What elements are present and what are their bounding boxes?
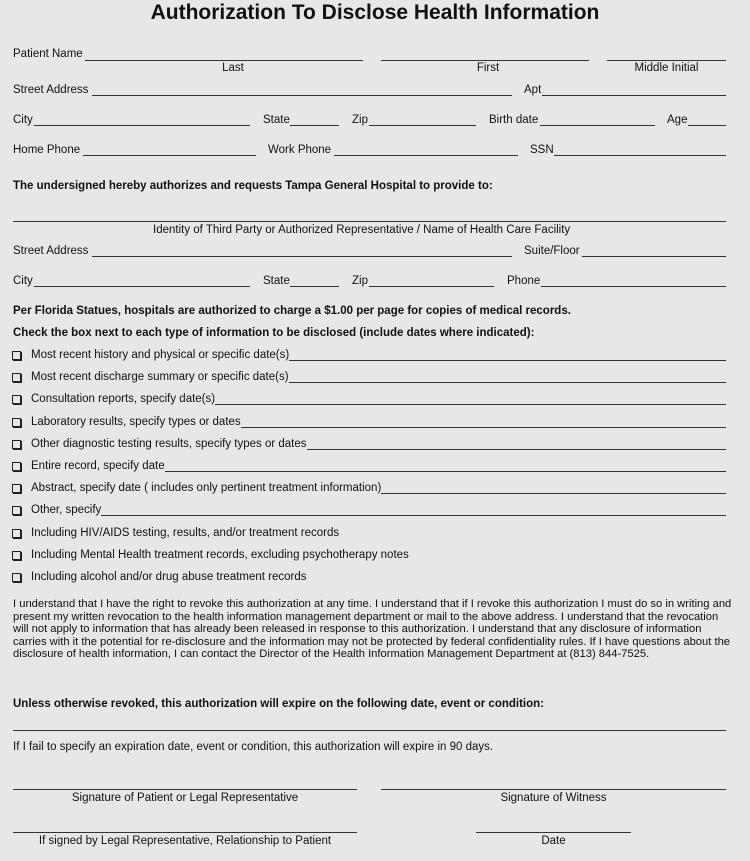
checkbox[interactable] (12, 529, 21, 538)
witness-signature-caption: Signature of Witness (500, 792, 607, 804)
last-caption: Last (222, 62, 244, 74)
info-type-label: Including HIV/AIDS testing, results, and/or treatment records (31, 527, 340, 539)
work-phone-field[interactable] (334, 155, 518, 156)
form-title: Authorization To Disclose Health Information (150, 1, 600, 24)
checkbox[interactable] (12, 395, 21, 404)
first-caption: First (476, 62, 500, 74)
info-type-label: Other, specify (31, 504, 102, 516)
witness-signature-field[interactable] (381, 789, 726, 790)
city-label: City (13, 114, 33, 126)
age-field[interactable] (688, 125, 726, 126)
recipient-city-field[interactable] (34, 286, 250, 287)
street-address-label: Street Address (13, 84, 89, 96)
info-type-label: Entire record, specify date (31, 460, 165, 472)
recipient-street-label: Street Address (13, 245, 89, 257)
info-type-label: Laboratory results, specify types or dates (31, 416, 241, 428)
info-type-detail-field[interactable] (165, 471, 726, 472)
patient-signature-field[interactable] (13, 789, 357, 790)
info-type-label: Most recent history and physical or specific date(s) (31, 349, 290, 361)
checkbox[interactable] (12, 506, 21, 515)
recipient-city-label: City (13, 275, 33, 287)
date-caption: Date (541, 835, 566, 847)
recipient-phone-label: Phone (507, 275, 541, 287)
charge-notice: Per Florida Statues, hospitals are authorized to charge a $1.00 per page for copies of medical records. (13, 305, 571, 317)
city-field[interactable] (34, 125, 250, 126)
authorization-statement: The undersigned hereby authorizes and requests Tampa General Hospital to provide to: (13, 180, 493, 192)
relationship-field[interactable] (13, 832, 357, 833)
revocation-paragraph: I understand that I have the right to revoke this authorization at any time. I understand that if I revoke this authorization I must do so in writing and present my written revocation to the health information management department or mail to the above address. I understand that the revocation will not apply to information that has already been released in response to this authorization. I understand that any disclosure of information carries with it the potential for re-disclosure and the information may not be protected by federal confidentiality rules. If I have questions about the disclosure of health information, I can contact the Director of the Health Information Management Department at (813) 844-7525. (13, 598, 732, 660)
apt-field[interactable] (542, 95, 726, 96)
info-type-detail-field[interactable] (241, 427, 726, 428)
checkbox[interactable] (12, 351, 21, 360)
zip-label: Zip (352, 114, 368, 126)
home-phone-label: Home Phone (13, 144, 81, 156)
date-field[interactable] (476, 832, 631, 833)
age-label: Age (667, 114, 688, 126)
info-type-detail-field[interactable] (381, 493, 726, 494)
recipient-zip-field[interactable] (369, 286, 494, 287)
apt-label: Apt (524, 84, 542, 96)
zip-field[interactable] (369, 125, 476, 126)
info-type-label: Including alcohol and/or drug abuse treatment records (31, 571, 307, 583)
checkbox[interactable] (12, 462, 21, 471)
info-type-label: Other diagnostic testing results, specify types or dates (31, 438, 307, 450)
checkbox[interactable] (12, 551, 21, 560)
birth-date-label: Birth date (489, 114, 539, 126)
info-type-label: Consultation reports, specify date(s) (31, 393, 216, 405)
expiration-default-note: If I fail to specify an expiration date, event or condition, this authorization will expire in 90 days. (13, 741, 494, 753)
home-phone-field[interactable] (83, 155, 256, 156)
relationship-caption: If signed by Legal Representative, Relationship to Patient (38, 835, 332, 847)
info-type-detail-field[interactable] (289, 360, 726, 361)
checkbox[interactable] (12, 373, 21, 382)
patient-name-label: Patient Name (13, 48, 83, 60)
info-type-detail-field[interactable] (215, 404, 726, 405)
info-type-detail-field[interactable] (101, 515, 726, 516)
checkbox[interactable] (12, 440, 21, 449)
info-type-label: Abstract, specify date ( includes only pertinent treatment information) (31, 482, 382, 494)
recipient-state-label: State (263, 275, 290, 287)
info-type-label: Most recent discharge summary or specific date(s) (31, 371, 289, 383)
recipient-zip-label: Zip (352, 275, 368, 287)
check-instruction: Check the box next to each type of information to be disclosed (include dates where indicated): (13, 327, 535, 339)
checkbox[interactable] (12, 573, 21, 582)
work-phone-label: Work Phone (268, 144, 332, 156)
recipient-state-field[interactable] (290, 286, 339, 287)
state-label: State (263, 114, 290, 126)
street-address-field[interactable] (92, 95, 512, 96)
checkbox[interactable] (12, 418, 21, 427)
info-type-label: Including Mental Health treatment records, excluding psychotherapy notes (31, 549, 409, 561)
patient-signature-caption: Signature of Patient or Legal Representative (71, 792, 299, 804)
recipient-street-field[interactable] (92, 256, 512, 257)
birth-date-field[interactable] (540, 125, 655, 126)
recipient-identity-field[interactable] (13, 221, 726, 222)
recipient-identity-caption: Identity of Third Party or Authorized Representative / Name of Health Care Facility (153, 224, 571, 236)
expiration-heading: Unless otherwise revoked, this authorization will expire on the following date, event or condition: (13, 698, 544, 710)
state-field[interactable] (290, 125, 339, 126)
ssn-label: SSN (530, 144, 554, 156)
suite-floor-field[interactable] (582, 256, 726, 257)
middle-initial-caption: Middle Initial (634, 62, 699, 74)
checkbox[interactable] (12, 484, 21, 493)
recipient-phone-field[interactable] (541, 286, 726, 287)
ssn-field[interactable] (554, 155, 726, 156)
info-type-detail-field[interactable] (289, 382, 726, 383)
info-type-detail-field[interactable] (307, 449, 726, 450)
suite-floor-label: Suite/Floor (524, 245, 580, 257)
expiration-field[interactable] (13, 730, 726, 731)
